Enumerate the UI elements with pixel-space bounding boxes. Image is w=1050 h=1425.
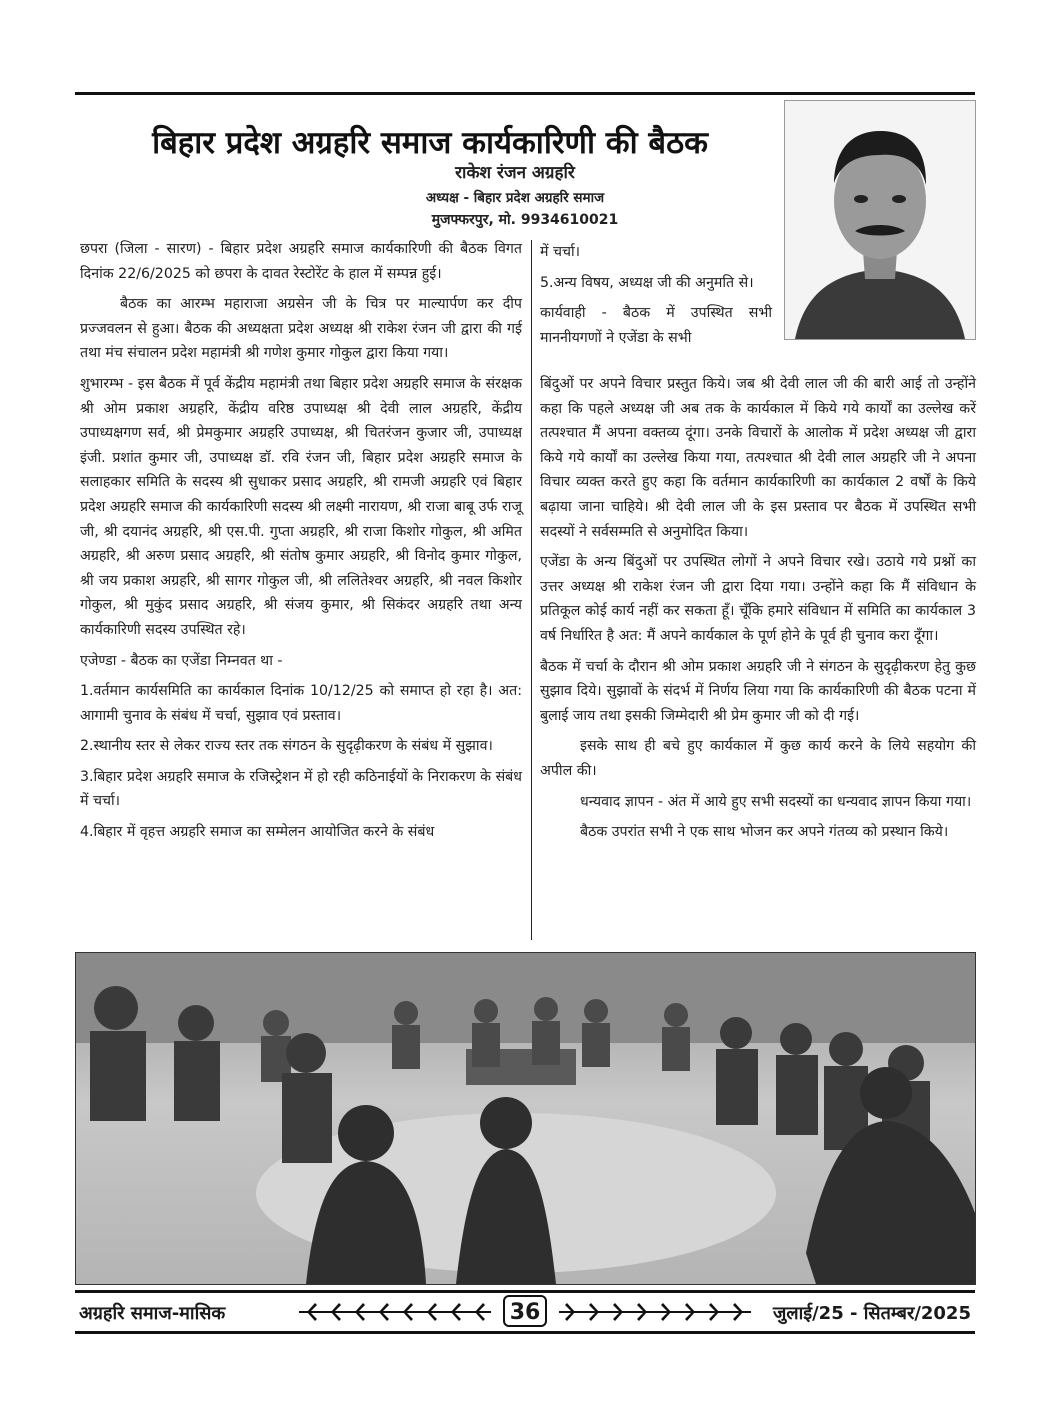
- article-title: बिहार प्रदेश अग्रहरि समाज कार्यकारिणी की बैठक: [152, 124, 708, 161]
- author-contact: मुजफ्फरपुर, मो. 9934610021: [431, 212, 619, 228]
- author-role: अध्यक्ष - बिहार प्रदेश अग्रहरि समाज: [425, 190, 605, 206]
- author-portrait: [784, 100, 976, 340]
- paragraph-agenda-heading: एजेण्डा - बैठक का एजेंडा निम्नवत था -: [80, 652, 283, 669]
- paragraph-discussion: एजेंडा के अन्य बिंदुओं पर उपस्थित लोगों ने अपने विचार रखे। उठाये गये प्रश्नों का उत्तर अध्यक्ष श्री राकेश रंजन जी द्वारा दिया गया। उन्होंने कहा कि मैं संविधान के प्रतिकूल कोई कार्य नहीं कर सकता हूँ। चूँकि हमारे संविधान में समिति का कार्यकाल 3 वर्ष निर्धारित है अत: मैं अपने कार्यकाल के पूर्ण होने के पूर्व ही चुनाव करा दूँगा।: [540, 554, 976, 644]
- page-footer: [75, 1290, 975, 1334]
- agenda-item-4: 4.बिहार में वृहत्त अग्रहरि समाज का सम्मेलन आयोजित करने के संबंध: [80, 824, 435, 841]
- top-rule: [75, 92, 975, 95]
- right-column-top: [540, 240, 772, 350]
- left-column: [80, 237, 522, 851]
- paragraph-proceedings-cont: बिंदुओं पर अपने विचार प्रस्तुत किये। जब श्री देवी लाल जी की बारी आई तो उन्होंने कहा कि पहले अध्यक्ष जी अब तक के कार्यकाल में किये गये कार्यों का उल्लेख करें तत्पश्चात मैं अपना वक्तव्य दूंगा। उनके विचारों के आलोक में प्रदेश अध्यक्ष जी द्वारा किये गये कार्यों का उल्लेख किया गया, तत्पश्चात श्री देवी लाल अग्रहरि जी ने अपना विचार व्यक्त करते हुए कहा कि वर्तमान कार्यकारिणी का कार्यकाल 2 वर्षों के किये बढ़ाया जाना चाहिये। श्री देवी लाल जी के इस प्रस्ताव पर बैठक में उपस्थित सभी सदस्यों ने सर्वसम्मति से अनुमोदित किया।: [540, 376, 976, 540]
- meeting-group-photo: [75, 952, 976, 1285]
- leaf-ornament-right-icon: [557, 1299, 753, 1325]
- paragraph-closing: बैठक उपरांत सभी ने एक साथ भोजन कर अपने गंतव्य को प्रस्थान किये।: [580, 824, 949, 841]
- magazine-name: अग्रहरि समाज-मासिक: [79, 1303, 226, 1324]
- agenda-item-1: 1.वर्तमान कार्यसमिति का कार्यकाल दिनांक 10/12/25 को समाप्त हो रहा है। अत: आगामी चुनाव के संबंध में चर्चा, सुझाव एवं प्रस्ताव।: [80, 683, 522, 724]
- paragraph-vote-of-thanks: धन्यवाद ज्ञापन - अंत में आये हुए सभी सदस्यों का धन्यवाद ज्ञापन किया गया।: [580, 793, 972, 810]
- agenda-item-4-cont: में चर्चा।: [540, 244, 581, 260]
- author-name: राकेश रंजन अग्रहरि: [455, 163, 575, 183]
- paragraph-proceedings: कार्यवाही - बैठक में उपस्थित सभी माननीयगणों ने एजेंडा के सभी: [540, 305, 772, 346]
- agenda-item-2: 2.स्थानीय स्तर से लेकर राज्य स्तर तक संगठन के सुदृढ़ीकरण के संबंध में सुझाव।: [80, 738, 493, 755]
- issue-date: जुलाई/25 - सितम्बर/2025: [773, 1303, 971, 1324]
- page-number: 36: [503, 1295, 547, 1327]
- right-column: [540, 372, 976, 851]
- paragraph-appeal: इसके साथ ही बचे हुए कार्यकाल में कुछ कार्य करने के लिये सहयोग की अपील की।: [540, 738, 976, 779]
- column-divider: [531, 240, 532, 940]
- paragraph-opening: बैठक का आरम्भ महाराजा अग्रसेन जी के चित्र पर माल्यार्पण कर दीप प्रज्जवलन से हुआ। बैठक की अध्यक्षता प्रदेश अध्यक्ष श्री राकेश रंजन जी द्वारा की गई तथा मंच संचालन प्रदेश महामंत्री श्री गणेश कुमार गोकुल द्वारा किया गया।: [80, 296, 522, 362]
- paragraph-intro: छपरा (जिला - सारण) - बिहार प्रदेश अग्रहरि समाज कार्यकारिणी की बैठक विगत दिनांक 22/6/2025 को छपरा के दावत रेस्टोरेंट के हाल में सम्पन्न हुई।: [80, 241, 522, 282]
- leaf-ornament-left-icon: [297, 1299, 493, 1325]
- paragraph-suggestions: बैठक में चर्चा के दौरान श्री ओम प्रकाश अग्रहरि जी ने संगठन के सुदृढ़ीकरण हेतु कुछ सुझाव दिये। सुझावों के संदर्भ में निर्णय लिया गया कि कार्यकारिणी की बैठक पटना में बुलाई जाय तथा इसकी जिम्मेदारी श्री प्रेम कुमार जी को दी गई।: [540, 658, 976, 724]
- agenda-item-3: 3.बिहार प्रदेश अग्रहरि समाज के रजिस्ट्रेशन में हो रही कठिनाईयों के निराकरण के संबंध में चर्चा।: [80, 768, 522, 810]
- agenda-item-5: 5.अन्य विषय, अध्यक्ष जी की अनुमति से।: [540, 274, 754, 291]
- paragraph-attendees: शुभारम्भ - इस बैठक में पूर्व केंद्रीय महामंत्री तथा बिहार प्रदेश अग्रहरि समाज के संरक्षक श्री ओम प्रकाश अग्रहरि, केंद्रीय वरिष्ठ उपाध्यक्ष श्री देवी लाल अग्रहरि, केंद्रीय उपाध्यक्षगण सर्व, श्री प्रेमकुमार अग्रहरि उपाध्यक्ष, श्री चितरंजन कुजार जी, उपाध्यक्ष इंजी. प्रशांत कुमार जी, उपाध्यक्ष डॉ. रवि रंजन जी, बिहार प्रदेश अग्रहरि समाज के सलाहकार समिति के सदस्य श्री सुधाकर प्रसाद अग्रहरि, श्री रामजी अग्रहरि एवं बिहार प्रदेश अग्रहरि समाज की कार्यकारिणी सदस्य श्री लक्ष्मी नारायण, श्री राजा बाबू उर्फ राजू जी, श्री दयानंद अग्रहरि, श्री एस.पी. गुप्ता अग्रहरि, श्री राजा किशोर गोकुल, श्री अमित अग्रहरि, श्री अरुण प्रसाद अग्रहरि, श्री संतोष कुमार अग्रहरि, श्री विनोद कुमार गोकुल, श्री जय प्रकाश अग्रहरि, श्री सागर गोकुल जी, श्री ललितेश्वर अग्रहरि, श्री नवल किशोर गोकुल, श्री मुकुंद प्रसाद अग्रहरि, श्री संजय कुमार, श्री सिकंदर अग्रहरि तथा अन्य कार्यकारिणी सदस्य उपस्थित रहे।: [80, 375, 522, 638]
